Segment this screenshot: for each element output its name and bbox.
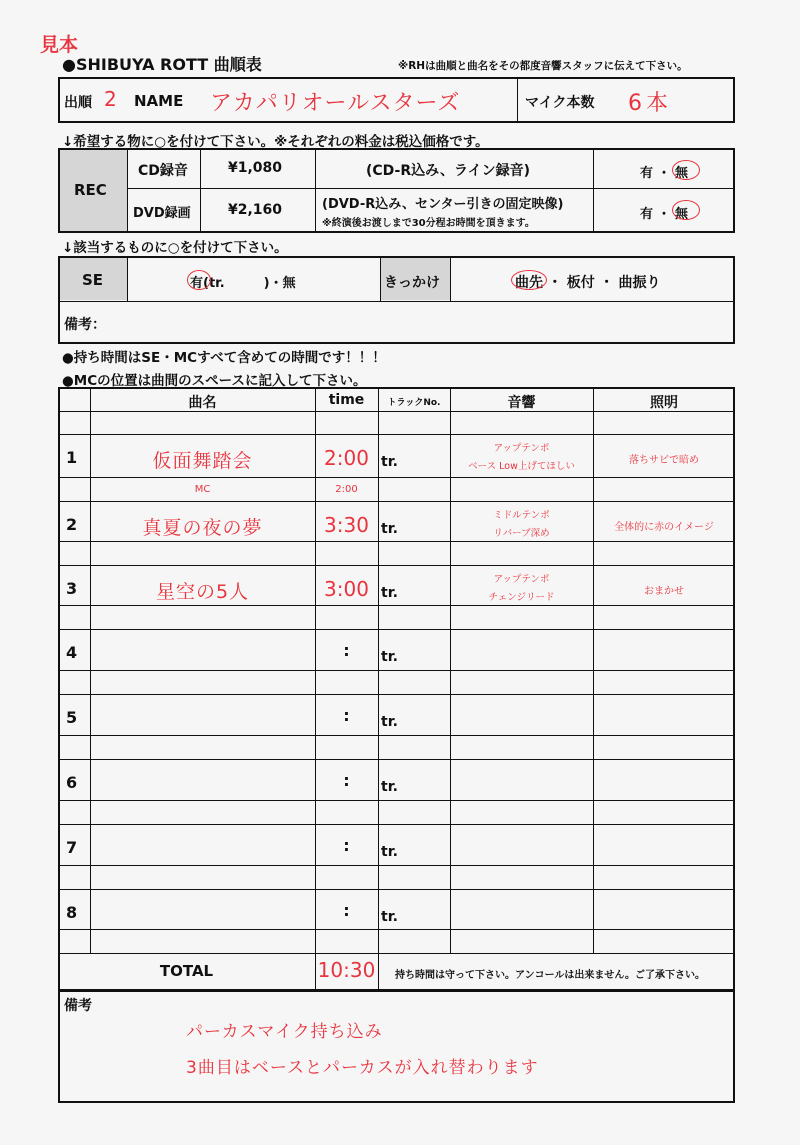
se-instruction: ↓該当するものに○を付けて下さい。: [62, 240, 288, 256]
table-rule: [58, 565, 735, 566]
se-choice-circle: [187, 270, 211, 290]
se-label: SE: [82, 271, 104, 289]
cd-choice[interactable]: 有 ・ 無: [640, 166, 689, 181]
dvd-desc: (DVD-R込み、センター引きの固定映像): [322, 197, 564, 212]
song-track[interactable]: tr.: [381, 714, 398, 730]
bottom-remarks-box: [58, 990, 735, 1103]
song-time[interactable]: :: [343, 641, 350, 660]
song-sound-2[interactable]: ベース Low上げてほしい: [468, 461, 575, 472]
table-rule: [58, 953, 735, 954]
song-time[interactable]: 3:30: [324, 513, 369, 537]
cd-choice-circle: [672, 160, 700, 180]
cd-label: CD録音: [138, 163, 188, 179]
song-time[interactable]: 3:00: [324, 577, 369, 601]
mc-time[interactable]: 2:00: [335, 484, 358, 495]
song-time[interactable]: :: [343, 836, 350, 855]
table-rule: [58, 800, 735, 801]
table-rule: [58, 759, 735, 760]
song-track[interactable]: tr.: [381, 521, 398, 537]
sample-label: 見本: [40, 34, 79, 56]
header-sound: 音響: [507, 395, 536, 411]
song-number: 6: [66, 773, 78, 792]
song-number: 7: [66, 838, 78, 857]
trigger-label: きっかけ: [384, 275, 440, 291]
song-sound-1[interactable]: アップテンポ: [493, 574, 550, 585]
song-lighting[interactable]: 落ちサビで暗め: [629, 455, 699, 466]
table-rule: [58, 889, 735, 890]
total-time[interactable]: 10:30: [317, 958, 376, 982]
song-track[interactable]: tr.: [381, 585, 398, 601]
table-rule: [58, 694, 735, 695]
header-time: time: [328, 392, 365, 408]
table-rule: [58, 541, 735, 542]
header-lighting: 照明: [650, 395, 678, 411]
song-title[interactable]: 真夏の夜の夢: [142, 517, 263, 539]
rec-instruction: ↓希望する物に○を付けて下さい。※それぞれの料金は税込価格です。: [62, 134, 489, 150]
rec-label: REC: [74, 181, 107, 199]
order-label: 出順: [64, 95, 92, 111]
song-lighting[interactable]: 全体的に赤のイメージ: [614, 522, 714, 533]
table-rule: [58, 477, 735, 478]
total-note: 持ち時間は守って下さい。アンコールは出来ません。ご了承下さい。: [395, 970, 705, 981]
song-track[interactable]: tr.: [381, 454, 398, 470]
total-label: TOTAL: [159, 962, 214, 980]
song-number: 2: [66, 515, 78, 534]
song-sound-1[interactable]: アップテンポ: [493, 443, 550, 454]
mic-count[interactable]: 6本: [628, 91, 672, 116]
song-track[interactable]: tr.: [381, 649, 398, 665]
header-song: 曲名: [188, 395, 217, 411]
trigger-options[interactable]: 曲先 ・ 板付 ・ 曲振り: [515, 275, 661, 291]
rh-note: ※RHは曲順と曲名をその都度音響スタッフに伝えて下さい。: [398, 60, 688, 72]
table-rule: [58, 824, 735, 825]
song-sound-2[interactable]: リバーブ深め: [493, 528, 550, 539]
mc-note: ●MCの位置は曲間のスペースに記入して下さい。: [62, 373, 367, 389]
name-label: NAME: [134, 92, 184, 110]
song-lighting[interactable]: おまかせ: [644, 586, 684, 597]
table-rule: [58, 735, 735, 736]
table-rule: [58, 434, 735, 435]
table-rule: [58, 605, 735, 606]
song-number: 4: [66, 643, 78, 662]
song-title[interactable]: 仮面舞踏会: [152, 450, 253, 472]
cd-desc: (CD-R込み、ライン録音): [366, 163, 530, 179]
song-time[interactable]: :: [343, 901, 350, 920]
song-sound-2[interactable]: チェンジリード: [488, 592, 555, 603]
bottom-remarks-line1[interactable]: パーカスマイク持ち込み: [186, 1022, 383, 1042]
song-time[interactable]: :: [343, 771, 350, 790]
table-rule: [58, 629, 735, 630]
song-track[interactable]: tr.: [381, 844, 398, 860]
table-rule: [58, 929, 735, 930]
song-number: 8: [66, 903, 78, 922]
song-time[interactable]: 2:00: [324, 446, 369, 470]
bottom-remarks-label: 備考: [64, 998, 92, 1014]
song-track[interactable]: tr.: [381, 779, 398, 795]
sheet-title: ●SHIBUYA ROTT 曲順表: [62, 55, 262, 74]
order-value[interactable]: 2: [104, 87, 117, 111]
mc-label[interactable]: MC: [194, 484, 211, 495]
dvd-note: ※終演後お渡しまで30分程お時間を頂きます。: [322, 218, 535, 229]
time-note: ●持ち時間はSE・MCすべて含めての時間です！！！: [62, 350, 386, 366]
song-number: 1: [66, 448, 78, 467]
song-track[interactable]: tr.: [381, 909, 398, 925]
se-options[interactable]: 有(tr. )・無: [190, 276, 296, 291]
song-title[interactable]: 星空の5人: [155, 581, 250, 603]
song-sound-1[interactable]: ミドルテンポ: [493, 510, 550, 521]
band-name[interactable]: アカパリオールスターズ: [210, 91, 461, 116]
table-rule: [58, 501, 735, 502]
dvd-label: DVD録画: [133, 206, 191, 221]
header-track: トラックNo.: [387, 398, 441, 408]
cd-price: ¥1,080: [228, 160, 283, 176]
bottom-remarks-line2[interactable]: 3曲目はベースとパーカスが入れ替わります: [186, 1058, 539, 1078]
table-rule: [58, 865, 735, 866]
trigger-choice-circle: [511, 270, 547, 290]
dvd-price: ¥2,160: [228, 202, 283, 218]
song-time[interactable]: :: [343, 706, 350, 725]
dvd-choice-circle: [672, 200, 700, 220]
remarks-label: 備考：: [64, 317, 106, 333]
song-number: 5: [66, 708, 78, 727]
mic-label: マイク本数: [525, 95, 595, 111]
table-rule: [58, 670, 735, 671]
song-number: 3: [66, 579, 78, 598]
dvd-choice[interactable]: 有 ・ 無: [640, 207, 689, 222]
